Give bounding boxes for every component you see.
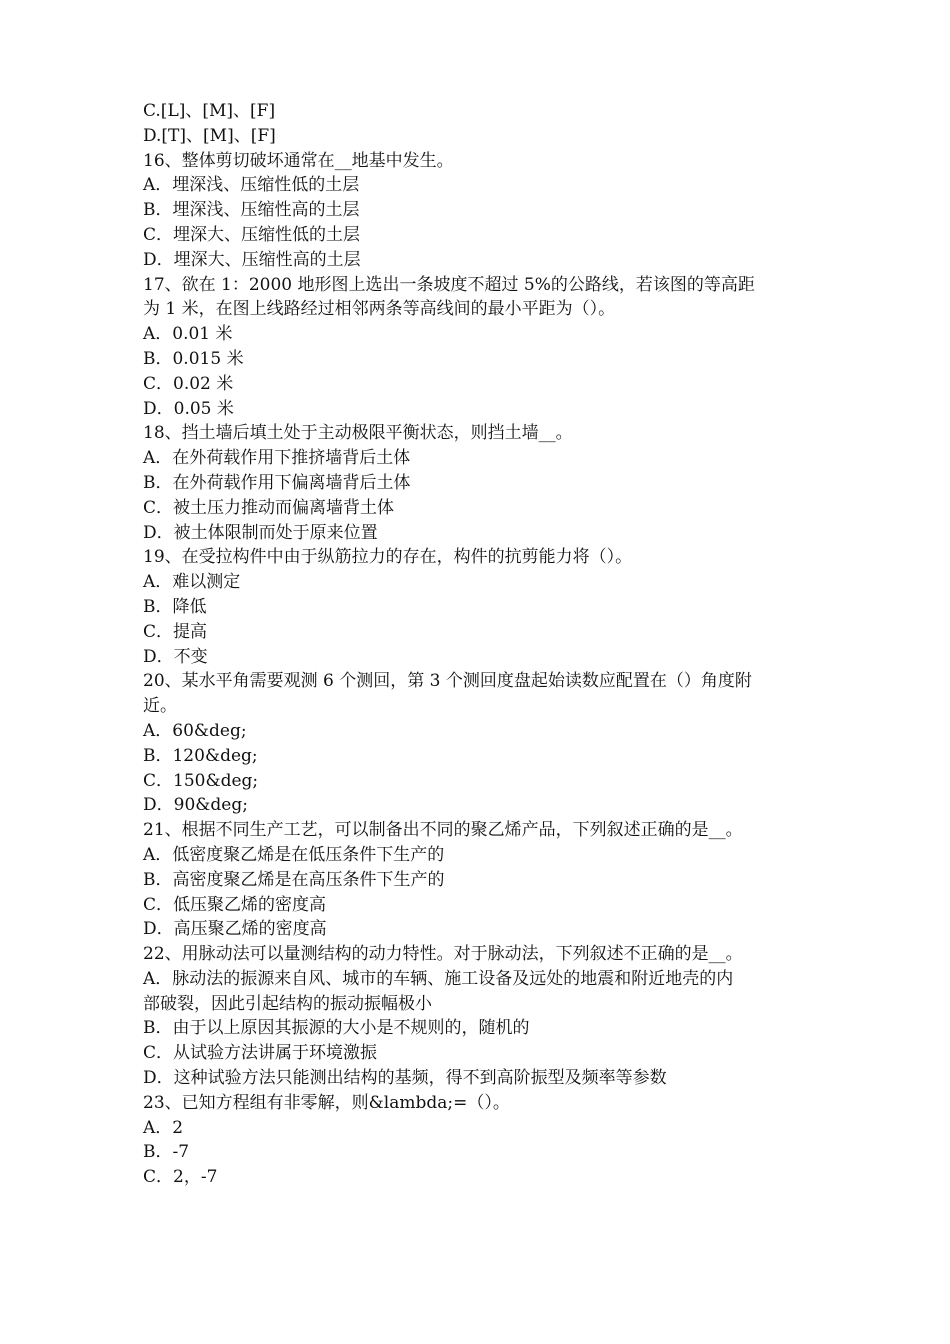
question-18-option-d: D．被土体限制而处于原来位置 — [143, 522, 378, 543]
question-16: 16、整体剪切破坏通常在__地基中发生。 — [143, 150, 454, 171]
option-d-prev-question: D.[T]、[M]、[F] — [143, 125, 276, 146]
question-19-option-b: B．降低 — [143, 596, 207, 617]
question-22-option-b: B．由于以上原因其振源的大小是不规则的，随机的 — [143, 1018, 530, 1039]
question-23-option-a: A．2 — [143, 1117, 184, 1138]
question-18-option-a: A．在外荷载作用下推挤墙背后土体 — [143, 448, 411, 469]
question-20-option-a: A．60&deg; — [143, 720, 247, 741]
question-20-option-c: C．150&deg; — [143, 770, 259, 791]
question-16-option-a: A．埋深浅、压缩性低的土层 — [143, 175, 360, 196]
question-22-option-c: C．从试验方法讲属于环境激振 — [143, 1043, 378, 1064]
question-19-option-d: D．不变 — [143, 646, 208, 667]
question-18: 18、挡土墙后填土处于主动极限平衡状态，则挡土墙__。 — [143, 423, 573, 444]
question-20-line-2: 近。 — [143, 696, 177, 717]
question-17-option-c: C．0.02 米 — [143, 373, 234, 394]
question-17-line-1: 17、欲在 1：2000 地形图上选出一条坡度不超过 5%的公路线，若该图的等高距 — [143, 274, 755, 295]
page-content — [143, 99, 815, 1190]
question-21-option-b: B．高密度聚乙烯是在高压条件下生产的 — [143, 869, 445, 890]
question-16-option-c: C．埋深大、压缩性低的土层 — [143, 224, 361, 245]
question-20-line-1: 20、某水平角需要观测 6 个测回，第 3 个测回度盘起始读数应配置在（）角度附 — [143, 671, 752, 692]
question-23-option-c: C．2，-7 — [143, 1167, 218, 1188]
question-18-option-c: C．被土压力推动而偏离墙背土体 — [143, 497, 395, 518]
question-21: 21、根据不同生产工艺，可以制备出不同的聚乙烯产品，下列叙述正确的是__。 — [143, 820, 743, 841]
question-16-option-d: D．埋深大、压缩性高的土层 — [143, 249, 361, 270]
question-20-option-b: B．120&deg; — [143, 745, 258, 766]
question-17-option-a: A．0.01 米 — [143, 324, 233, 345]
question-21-option-c: C．低压聚乙烯的密度高 — [143, 894, 327, 915]
question-21-option-d: D．高压聚乙烯的密度高 — [143, 919, 327, 940]
question-20-option-d: D．90&deg; — [143, 795, 248, 816]
question-22-option-a-line-1: A．脉动法的振源来自风、城市的车辆、施工设备及远处的地震和附近地壳的内 — [143, 968, 734, 989]
question-17-line-2: 为 1 米，在图上线路经过相邻两条等高线间的最小平距为（）。 — [143, 299, 616, 320]
question-21-option-a: A．低密度聚乙烯是在低压条件下生产的 — [143, 844, 445, 865]
question-23-option-b: B．-7 — [143, 1142, 190, 1163]
question-22-option-a-line-2: 部破裂，因此引起结构的振动振幅极小 — [143, 993, 432, 1014]
question-22: 22、用脉动法可以量测结构的动力特性。对于脉动法，下列叙述不正确的是__。 — [143, 944, 743, 965]
question-22-option-d: D．这种试验方法只能测出结构的基频，得不到高阶振型及频率等参数 — [143, 1068, 667, 1089]
question-17-option-b: B．0.015 米 — [143, 348, 244, 369]
question-17-option-d: D．0.05 米 — [143, 398, 234, 419]
option-c-prev-question: C.[L]、[M]、[F] — [143, 101, 276, 121]
question-19-option-c: C．提高 — [143, 621, 208, 642]
question-18-option-b: B．在外荷载作用下偏离墙背后土体 — [143, 472, 411, 493]
question-19: 19、在受拉构件中由于纵筋拉力的存在，构件的抗剪能力将（）。 — [143, 547, 633, 568]
question-19-option-a: A．难以测定 — [143, 572, 241, 593]
question-16-option-b: B．埋深浅、压缩性高的土层 — [143, 200, 360, 221]
question-23: 23、已知方程组有非零解，则&lambda;=（）。 — [143, 1092, 510, 1113]
